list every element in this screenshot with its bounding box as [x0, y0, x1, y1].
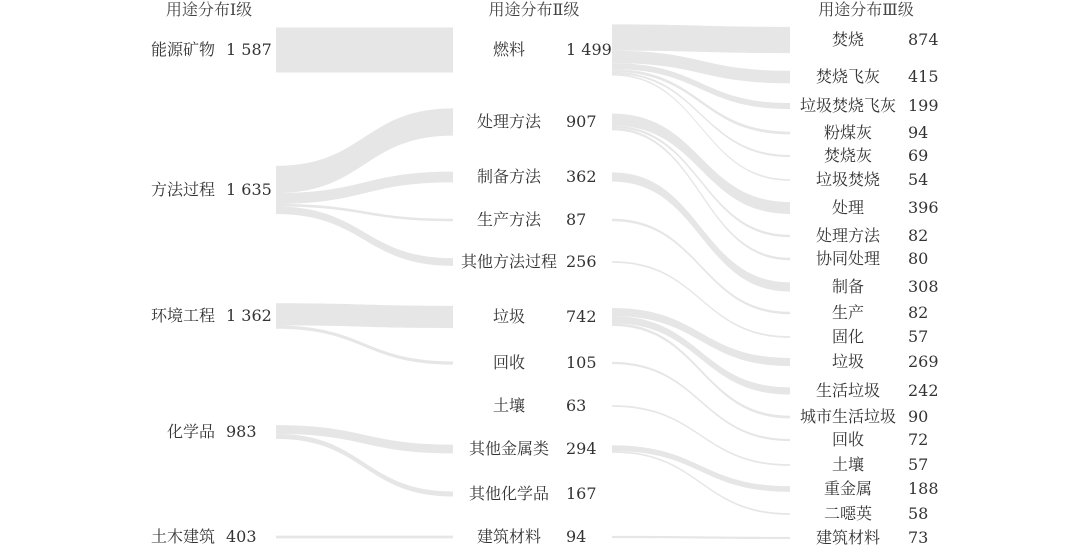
level2-node-value: 105 [566, 353, 597, 372]
level3-node-name: 生产 [831, 303, 865, 322]
level2-node-name: 建筑材料 [476, 527, 542, 546]
level3-node-value: 874 [908, 30, 939, 49]
level2-node-value: 94 [566, 527, 587, 546]
level2-node-value: 294 [566, 439, 597, 458]
level3-node-name: 二噁英 [823, 504, 873, 523]
level2-node-name: 回收 [492, 353, 526, 372]
level3-node-value: 415 [908, 67, 939, 86]
level3-node-value: 57 [908, 327, 929, 346]
level2-node-value: 87 [566, 210, 587, 229]
level3-node-value: 58 [908, 504, 929, 523]
level3-node-value: 82 [908, 303, 929, 322]
level2-node-value: 907 [566, 112, 597, 131]
level3-node-name: 重金属 [823, 479, 873, 498]
level3-node-name: 焚烧 [831, 30, 865, 49]
level2-node-value: 63 [566, 396, 587, 415]
level2-node-name: 燃料 [492, 40, 526, 59]
level3-node-value: 396 [908, 198, 939, 217]
level3-node-value: 199 [908, 96, 939, 115]
level1-node-name: 能源矿物 [150, 40, 215, 59]
level3-node-name: 协同处理 [815, 249, 881, 268]
level3-node-name: 城市生活垃圾 [799, 407, 897, 426]
level1-node-value: 403 [226, 527, 257, 546]
level1-node-value: 1 587 [226, 40, 272, 59]
header-level1: 用途分布Ⅰ级 [165, 0, 253, 19]
level2-node-name: 生产方法 [476, 210, 542, 229]
level3-node-name: 建筑材料 [815, 528, 881, 547]
level3-node-value: 94 [908, 123, 929, 142]
level3-node-value: 69 [908, 146, 929, 165]
level2-node-value: 167 [566, 484, 597, 503]
level2-node-name: 垃圾 [492, 307, 526, 326]
level2-node-name: 其他化学品 [468, 484, 550, 503]
level1-node-value: 1 362 [226, 306, 272, 325]
level1-node-name: 化学品 [166, 422, 215, 441]
level1-node-name: 方法过程 [150, 180, 215, 199]
level2-node-name: 制备方法 [476, 167, 542, 186]
level3-node-name: 处理方法 [815, 226, 881, 245]
level3-node-value: 90 [908, 407, 929, 426]
level2-node-name: 其他方法过程 [460, 252, 558, 271]
level2-node-value: 256 [566, 252, 597, 271]
level3-node-name: 回收 [831, 430, 865, 449]
level3-node-name: 处理 [831, 198, 865, 217]
level3-node-value: 57 [908, 455, 929, 474]
level3-node-name: 生活垃圾 [815, 381, 881, 400]
level3-node-value: 188 [908, 479, 939, 498]
level1-node-value: 1 635 [226, 180, 272, 199]
level2-node-value: 362 [566, 167, 597, 186]
level3-node-name: 粉煤灰 [823, 123, 873, 142]
level3-node-value: 80 [908, 249, 929, 268]
level1-node-name: 环境工程 [150, 306, 215, 325]
level3-node-value: 82 [908, 226, 929, 245]
level2-node-value: 742 [566, 307, 597, 326]
level1-node-name: 土木建筑 [150, 527, 215, 546]
level2-node-value: 1 499 [566, 40, 612, 59]
header-level2: 用途分布Ⅱ级 [488, 0, 580, 19]
level2-node-name: 其他金属类 [468, 439, 550, 458]
level3-node-name: 垃圾焚烧飞灰 [799, 96, 897, 115]
level3-node-name: 垃圾焚烧 [815, 170, 881, 189]
level2-node-name: 土壤 [492, 396, 526, 415]
header-level3: 用途分布Ⅲ级 [818, 0, 914, 19]
level3-node-name: 垃圾 [831, 352, 865, 371]
level3-node-value: 72 [908, 430, 929, 449]
level3-node-name: 制备 [831, 277, 865, 296]
level2-node-name: 处理方法 [476, 112, 542, 131]
level3-node-value: 242 [908, 381, 939, 400]
level3-node-value: 54 [908, 170, 929, 189]
level3-node-name: 焚烧飞灰 [815, 67, 881, 86]
level3-node-value: 269 [908, 352, 939, 371]
level3-node-value: 73 [908, 528, 929, 547]
level3-node-value: 308 [908, 277, 939, 296]
level1-node-value: 983 [226, 422, 257, 441]
level3-node-name: 土壤 [831, 455, 865, 474]
level3-node-name: 固化 [831, 327, 865, 346]
level3-node-name: 焚烧灰 [823, 146, 873, 165]
